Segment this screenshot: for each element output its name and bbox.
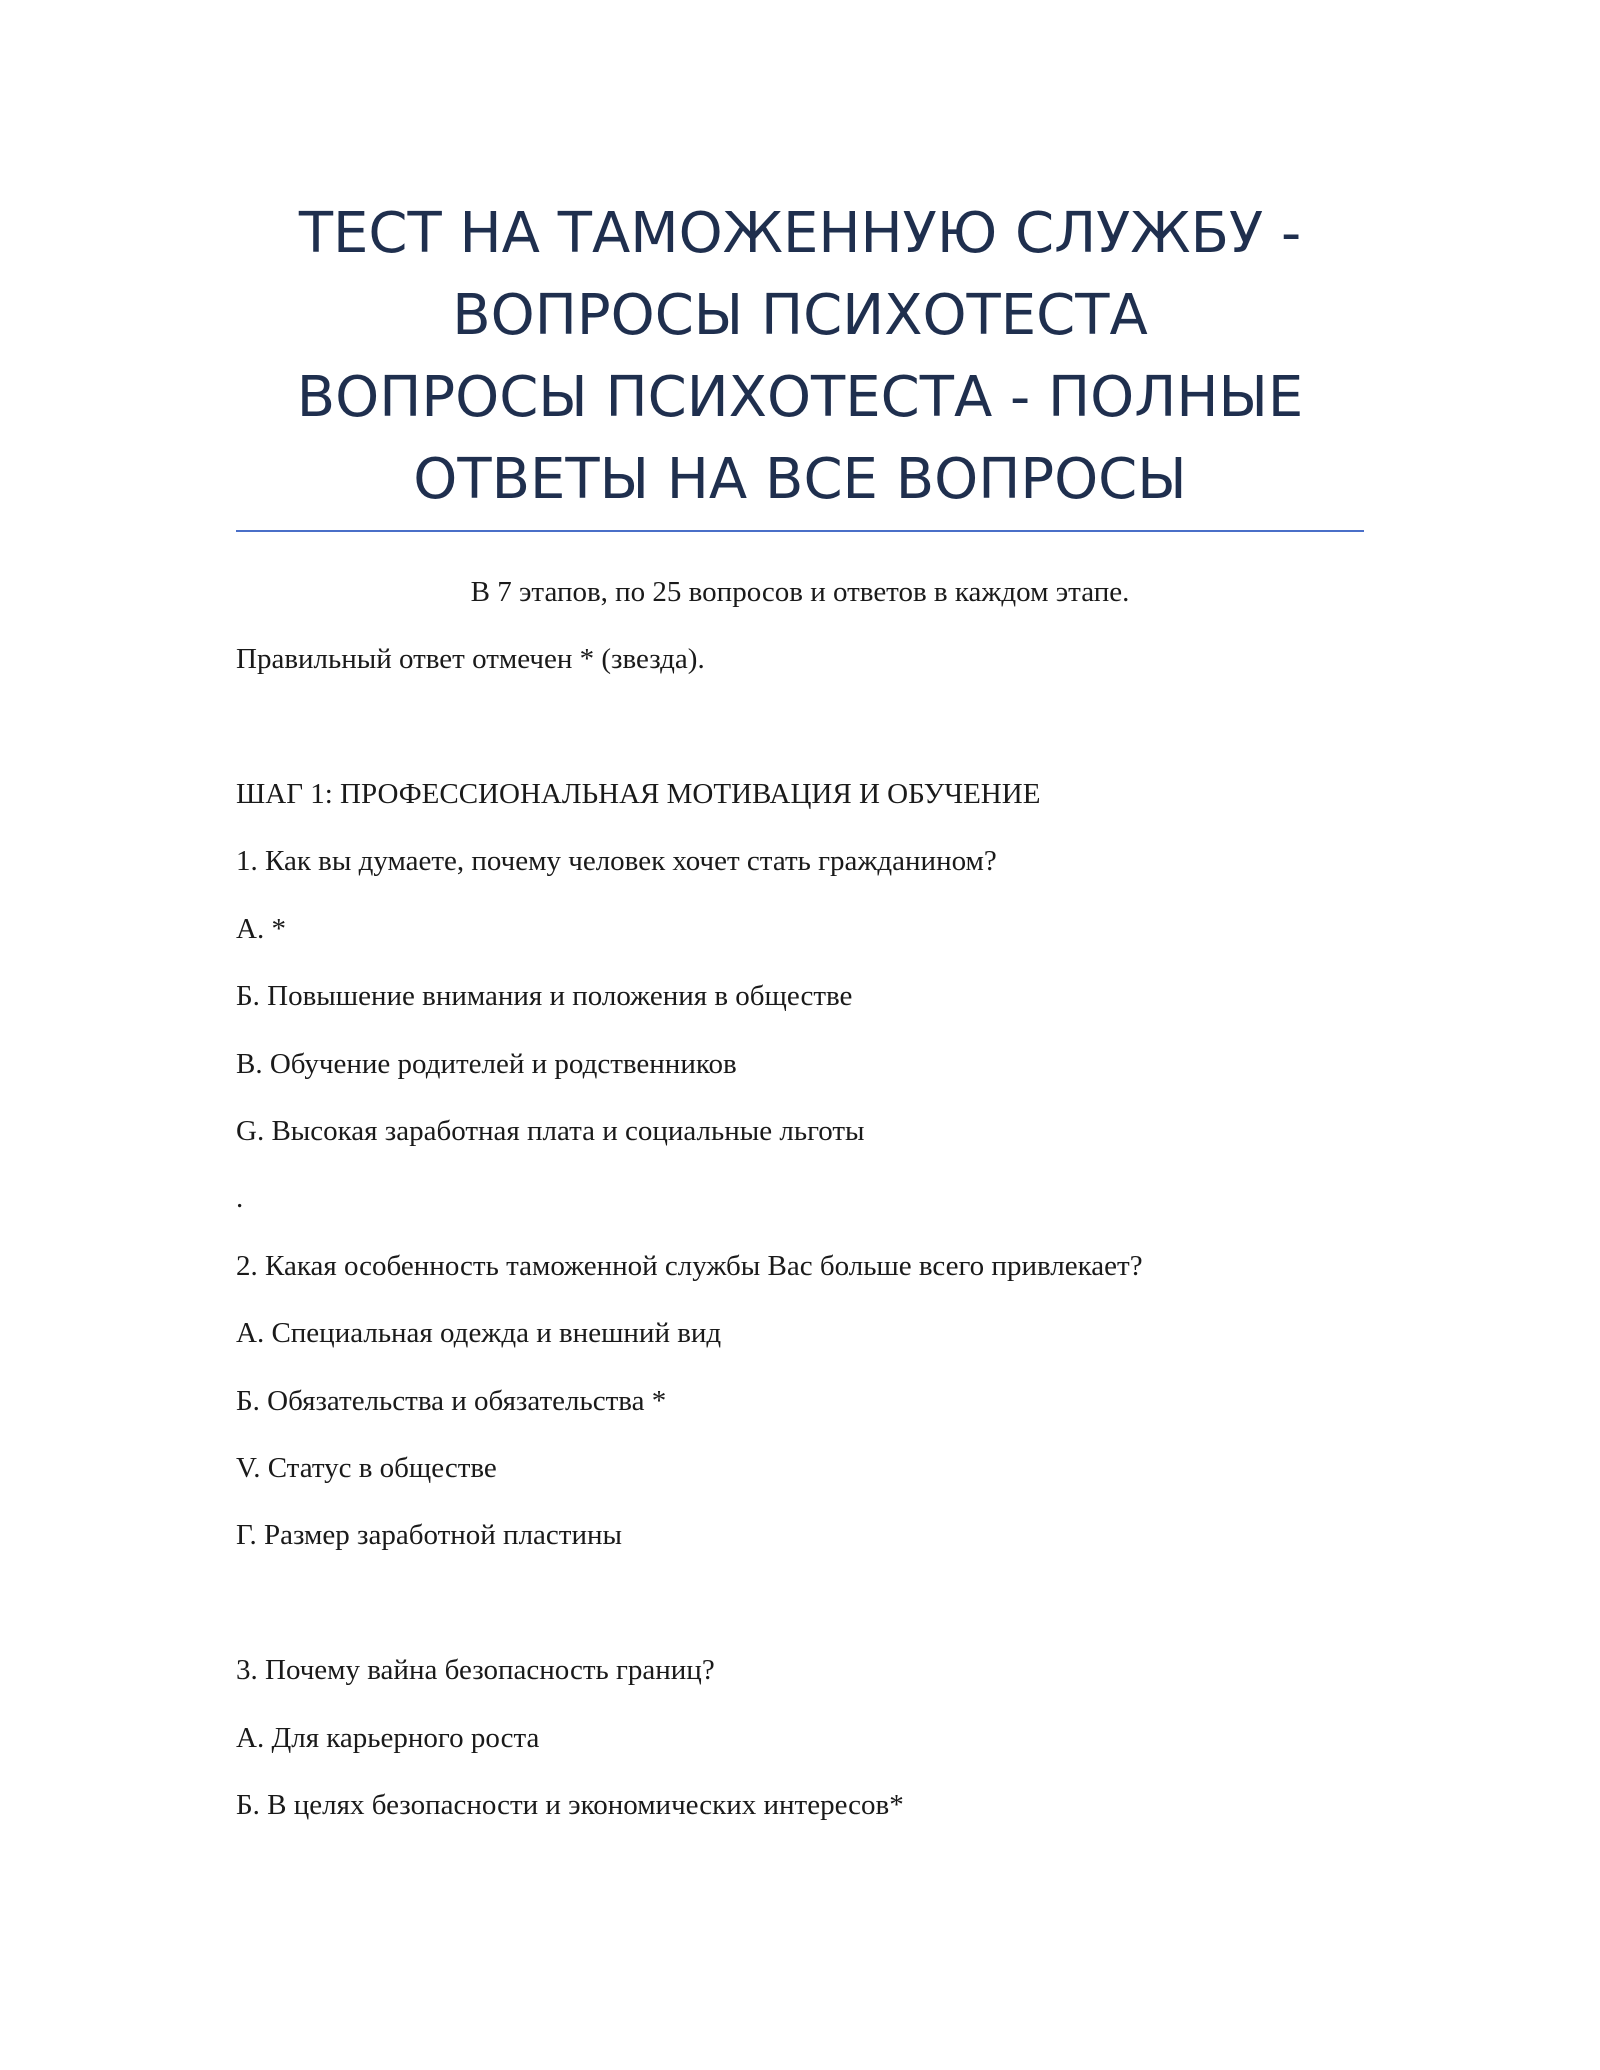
q3-option-a: А. Для карьерного роста (236, 1722, 540, 1754)
document-title (236, 193, 1364, 521)
q2-option-b: Б. Обязательства и обязательства * (236, 1385, 667, 1417)
q2-option-c: V. Статус в обществе (236, 1452, 497, 1484)
q1-option-b: Б. Повышение внимания и положения в обществе (236, 980, 853, 1012)
title-line-2: ВОПРОСЫ ПСИХОТЕСТА (452, 283, 1148, 348)
q2-option-d: Г. Размер заработной пластины (236, 1519, 622, 1551)
q1-option-c: В. Обучение родителей и родственников (236, 1048, 737, 1080)
q1-option-a: А. * (236, 913, 286, 945)
answer-note: Правильный ответ отмечен * (звезда). (236, 643, 705, 675)
step-heading: ШАГ 1: ПРОФЕССИОНАЛЬНАЯ МОТИВАЦИЯ И ОБУЧЕНИЕ (236, 778, 1041, 810)
q1-option-d: G. Высокая заработная плата и социальные льготы (236, 1115, 865, 1147)
intro-text: В 7 этапов, по 25 вопросов и ответов в каждом этапе. (470, 576, 1130, 608)
q3-option-b: Б. В целях безопасности и экономических интересов* (236, 1789, 904, 1821)
title-line-4: ОТВЕТЫ НА ВСЕ ВОПРОСЫ (413, 447, 1187, 512)
question-3: 3. Почему вайна безопасность границ? (236, 1654, 715, 1686)
title-divider (236, 530, 1364, 532)
q2-option-a: А. Специальная одежда и внешний вид (236, 1317, 722, 1349)
title-line-3: ВОПРОСЫ ПСИХОТЕСТА - ПОЛНЫЕ (296, 365, 1304, 430)
title-line-1: ТЕСТ НА ТАМОЖЕННУЮ СЛУЖБУ - (298, 201, 1302, 266)
question-2: 2. Какая особенность таможенной службы Вас больше всего привлекает? (236, 1250, 1143, 1282)
question-1: 1. Как вы думаете, почему человек хочет стать гражданином? (236, 845, 997, 877)
q1-trailing-mark: . (236, 1182, 244, 1214)
